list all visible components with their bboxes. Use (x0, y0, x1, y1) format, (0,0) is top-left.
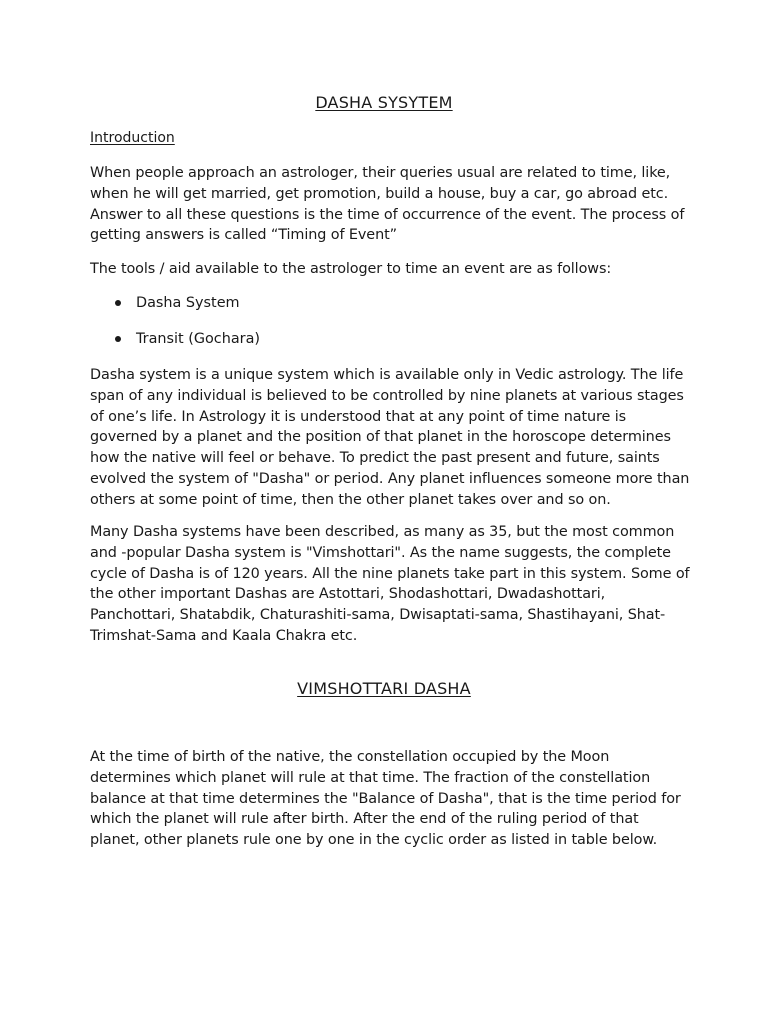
paragraph-vimshottari: At the time of birth of the native, the constellation occupied by the Moon determines which planet will rule at that time. The fraction of the constellation balance at that time determines the "Balance of Dasha", that is the time period for which the planet will rule after birth. After the end of the ruling period of that planet, other planets rule one by one in the cyclic order as listed in table below. (90, 749, 681, 849)
tools-list (90, 293, 260, 365)
paragraph-tools: The tools / aid available to the astrologer to time an event are as follows: (90, 261, 612, 277)
paragraph-dasha-types: Many Dasha systems have been described, as many as 35, but the most common and -popular Dasha system is "Vimshottari". As the name suggests, the complete cycle of Dasha is of 120 years. All the nine planets take part in this system. Some of the other important Dashas are Astottari, Shodashottari, Dwadashottari, Panchottari, Shatabdik, Chaturashiti-sama, Dwisaptati-sama, Shastihayani, Shat-Trimshat-Sama and Kaala Chakra etc. (90, 524, 690, 644)
list-item-label: Transit (Gochara) (136, 331, 261, 347)
list-item-label: Dasha System (136, 295, 240, 311)
bullet-icon (115, 300, 121, 306)
paragraph-dasha-system: Dasha system is a unique system which is available only in Vedic astrology. The life span of any individual is believed to be controlled by nine planets at various stages of one’s life. In Astrology it is understood that at any point of time nature is governed by a planet and the position of that planet in the horoscope determines how the native will feel or behave. To predict the past present and future, saints evolved the system of "Dasha" or period. Any planet influences someone more than others at some point of time, then the other planet takes over and so on. (90, 367, 690, 508)
paragraph-intro: When people approach an astrologer, their queries usual are related to time, like, when he will get married, get promotion, build a house, buy a car, go abroad etc. Answer to all these questions is the time of occurrence of the event. The process of getting answers is called “Timing of Event” (90, 165, 685, 244)
introduction-heading: Introduction (90, 130, 175, 146)
list-item (90, 293, 260, 329)
section-title-vimshottari: VIMSHOTTARI DASHA (297, 679, 471, 698)
document-title: DASHA SYSYTEM (315, 93, 453, 112)
bullet-icon (115, 336, 121, 342)
list-item (90, 329, 260, 365)
